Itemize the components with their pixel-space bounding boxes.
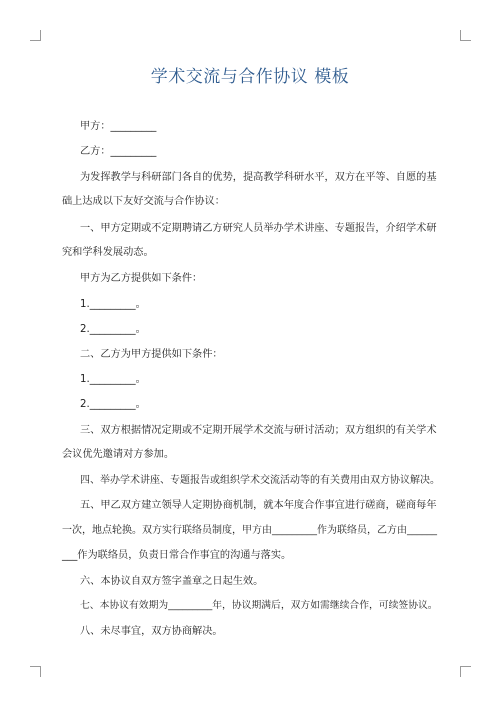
- clause-8: 八、未尽事宜，双方协商解决。: [80, 626, 223, 637]
- clause-5-line-1: 五、甲乙双方建立领导人定期协商机制，就本年度合作事宜进行磋商，磋商每年: [80, 500, 437, 511]
- clause-3-line-1: 三、双方根据情况定期或不定期开展学术交流与研讨活动；双方组织的有关学术: [80, 425, 437, 436]
- party-a-condition-2: 2._________。: [80, 324, 146, 335]
- clause-3-line-2: 会议优先邀请对方参加。: [62, 449, 175, 460]
- corner-mark-top-right: [460, 30, 471, 41]
- document-title: 学术交流与合作协议 模板: [150, 67, 350, 87]
- party-a-line: 甲方：_________: [80, 121, 157, 132]
- paragraph-intro-line-2: 础上达成以下友好交流与合作协议：: [62, 196, 225, 207]
- corner-mark-top-left: [30, 30, 41, 41]
- clause-2-heading: 二、乙方为甲方提供如下条件：: [80, 349, 223, 360]
- clause-5-line-3: ___作为联络员，负责日常合作事宜的沟通与落实。: [62, 550, 292, 561]
- clause-1-line-2: 究和学科发展动态。: [62, 247, 154, 258]
- party-a-condition-1: 1._________。: [80, 299, 146, 310]
- party-b-condition-2: 2._________。: [80, 399, 146, 410]
- party-b-condition-1: 1._________。: [80, 374, 146, 385]
- corner-mark-bottom-left: [30, 666, 41, 677]
- corner-mark-bottom-right: [460, 666, 471, 677]
- clause-4: 四、举办学术讲座、专题报告或组织学术交流活动等的有关费用由双方协议解决。: [80, 475, 440, 486]
- party-b-line: 乙方：_________: [80, 146, 157, 157]
- party-a-conditions-heading: 甲方为乙方提供如下条件：: [80, 273, 203, 284]
- paragraph-intro-line-1: 为发挥教学与科研部门各自的优势，提高教学科研水平，双方在平等、自愿的基: [80, 172, 437, 183]
- clause-6: 六、本协议自双方签字盖章之日起生效。: [80, 576, 264, 587]
- clause-7: 七、本协议有效期为_________年，协议期满后，双方如需继续合作，可续签协议。: [80, 600, 438, 611]
- clause-1-line-1: 一、甲方定期或不定期聘请乙方研究人员举办学术讲座、专题报告，介绍学术研: [80, 223, 437, 234]
- clause-5-line-2: 一次，地点轮换。双方实行联络员制度，甲方由_________作为联络员，乙方由______: [62, 525, 437, 536]
